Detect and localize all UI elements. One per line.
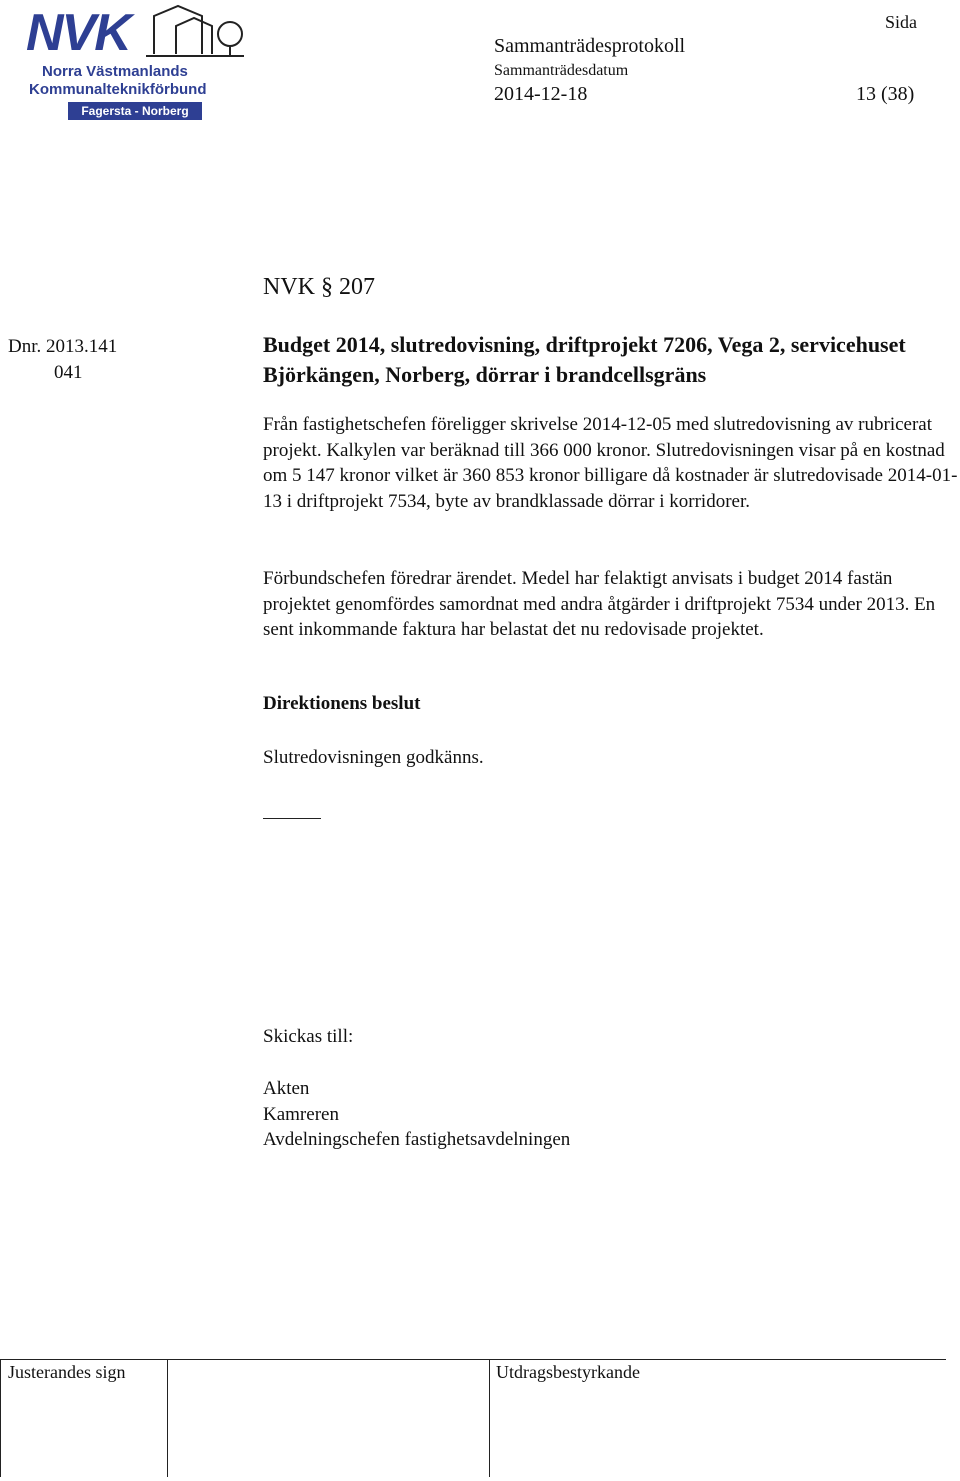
footer-top-rule bbox=[0, 1359, 946, 1360]
nvk-logo bbox=[26, 4, 246, 122]
paragraph-presentation: Förbundschefen föredrar ärendet. Medel har felaktigt anvisats i budget 2014 fastän projektet genomfördes samordnat med andra åtgärder i driftprojekt 7534 under 2013. En sent inkommande faktura har belastat det nu redovisade projektet. bbox=[263, 568, 936, 640]
send-to-label: Skickas till: bbox=[263, 1026, 354, 1047]
diary-number-line2: 041 bbox=[54, 362, 83, 383]
recipient: Kamreren bbox=[263, 1103, 339, 1125]
section-title: Budget 2014, slutredovisning, driftprojekt 7206, Vega 2, servicehuset Björkängen, Norberg, dörrar i brandcellsgräns bbox=[263, 332, 906, 387]
logo-banner-text: Fagersta - Norberg bbox=[81, 104, 189, 118]
logo-line1: Norra Västmanlands bbox=[42, 63, 188, 80]
meeting-date: 2014-12-18 bbox=[494, 83, 588, 105]
footer-divider bbox=[167, 1359, 168, 1477]
logo-line2: Kommunalteknikförbund bbox=[29, 81, 207, 98]
recipient: Akten bbox=[263, 1078, 310, 1099]
footer-divider bbox=[489, 1359, 490, 1477]
signature-label: Justerandes sign bbox=[8, 1362, 126, 1382]
decision-heading: Direktionens beslut bbox=[263, 693, 421, 714]
diary-number bbox=[8, 334, 158, 386]
diary-number-line1: Dnr. 2013.141 bbox=[8, 336, 118, 357]
document-type: Sammanträdesprotokoll bbox=[494, 35, 686, 57]
paragraph-background: Från fastighetschefen föreligger skrivelse 2014-12-05 med slutredovisning av rubricerat projekt. Kalkylen var beräknad till 366 000 kronor. Slutredovisningen visar på en kostnad om 5 147 kronor vilket är 360 853 kronor billigare då kostnader är slutredovisade 2014-01-13 i driftprojekt 7534, byte av brandklassade dörrar i korridorer. bbox=[263, 414, 958, 512]
page-number: 13 (38) bbox=[856, 83, 915, 105]
end-rule bbox=[263, 818, 321, 819]
sida-label: Sida bbox=[885, 12, 918, 32]
footer-divider bbox=[0, 1359, 1, 1477]
extract-label: Utdragsbestyrkande bbox=[496, 1362, 640, 1382]
logo-acronym: NVK bbox=[26, 4, 130, 62]
date-label: Sammanträdesdatum bbox=[494, 62, 629, 79]
recipient: Avdelningschefen fastighetsavdelningen bbox=[263, 1129, 571, 1150]
decision-text: Slutredovisningen godkänns. bbox=[263, 747, 484, 768]
section-id: NVK § 207 bbox=[263, 274, 375, 300]
recipients-list bbox=[263, 1076, 959, 1153]
